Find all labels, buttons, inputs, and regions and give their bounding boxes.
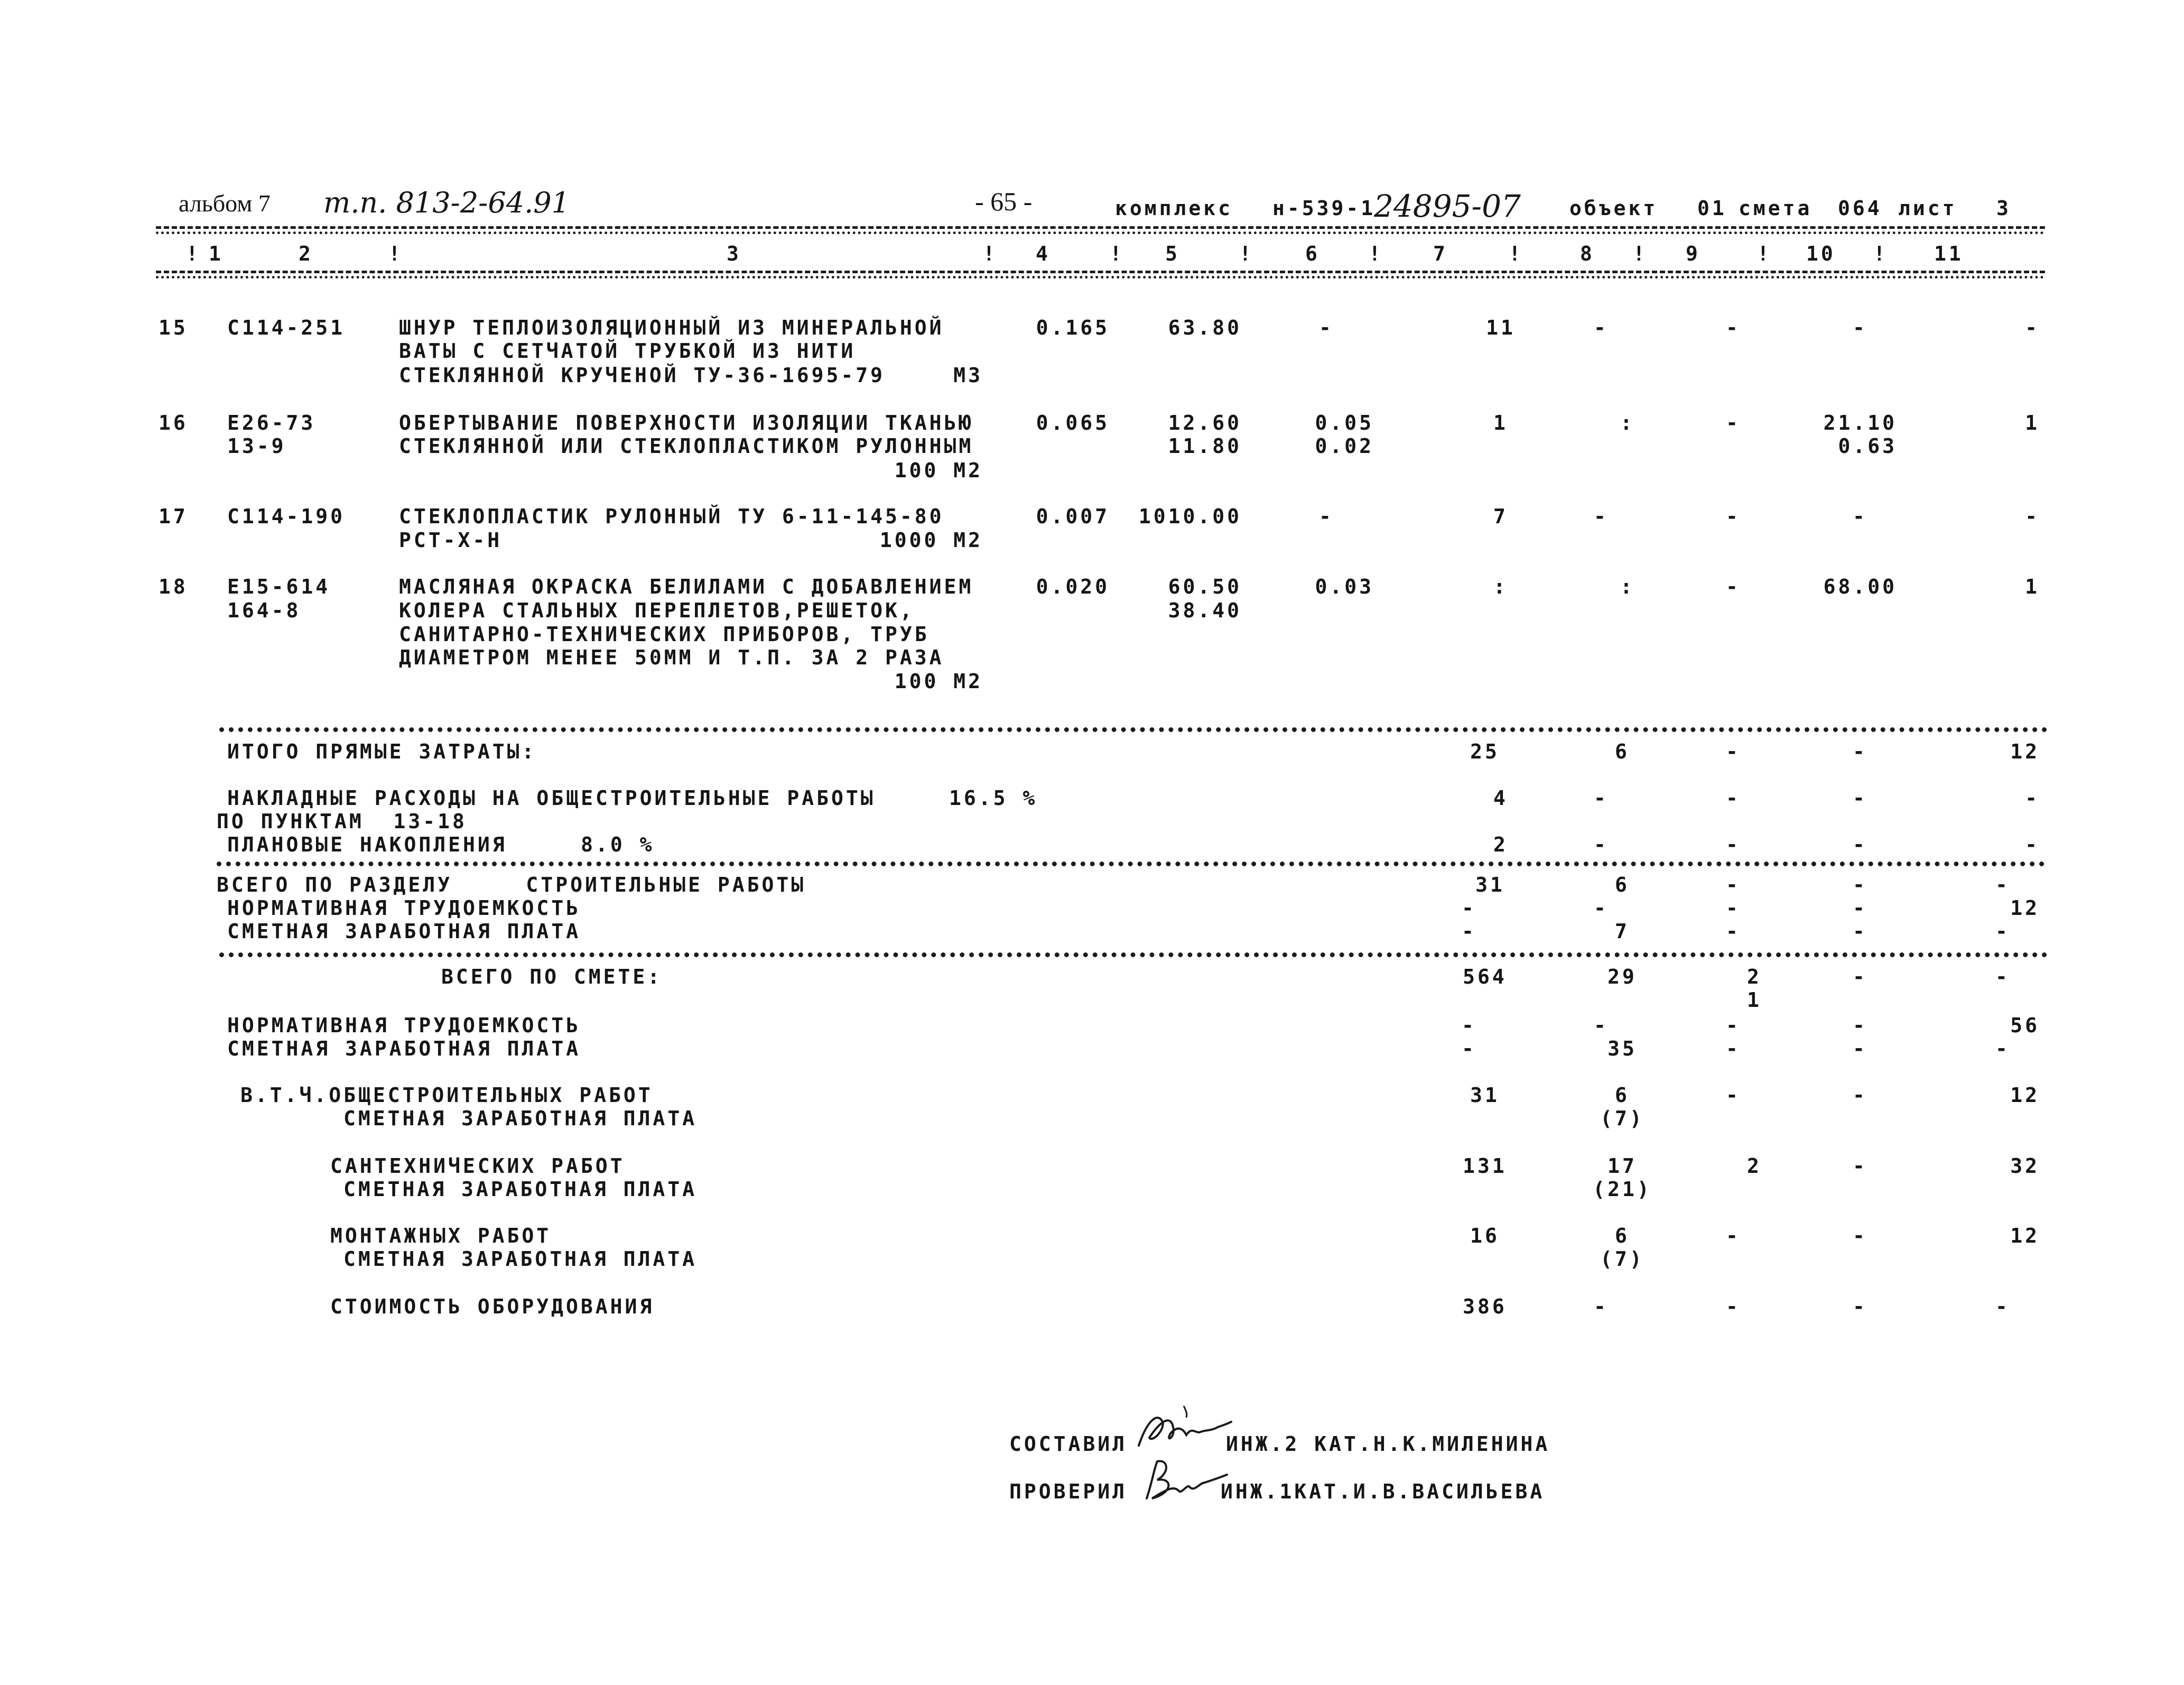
summary-label: САНТЕХНИЧЕСКИХ РАБОТ [330, 1154, 625, 1178]
summary-col7: 131 [1463, 1154, 1507, 1178]
header-rule-bottom [156, 271, 2045, 273]
cell-col6: 0.03 [1315, 575, 1374, 598]
cell-col5: 60.50 [1168, 575, 1242, 598]
sheet-label: лист [1898, 197, 1957, 220]
cell-col11: - [2025, 316, 2040, 339]
summary-label: ВСЕГО ПО СМЕТЕ: [441, 965, 663, 988]
summary-label: НАКЛАДНЫЕ РАСХОДЫ НА ОБЩЕСТРОИТЕЛЬНЫЕ РАБОТЫ 16.5 % [227, 786, 1038, 810]
cell-col8: : [1620, 411, 1635, 434]
object-value: 01 [1697, 197, 1727, 220]
summary-col9: - [1726, 896, 1741, 920]
composer-name: ИНЖ.2 КАТ.Н.К.МИЛЕНИНА [1226, 1432, 1550, 1456]
summary-label: НОРМАТИВНАЯ ТРУДОЕМКОСТЬ [227, 1014, 581, 1037]
summary-col7: 31 [1470, 1084, 1500, 1107]
signature-checker [1136, 1453, 1231, 1506]
row-desc: ШНУР ТЕПЛОИЗОЛЯЦИОННЫЙ ИЗ МИНЕРАЛЬНОЙ [399, 316, 944, 339]
cell-col9: - [1726, 575, 1741, 598]
cell-col11: 1 [2025, 411, 2040, 434]
row-desc: СТЕКЛЯННОЙ КРУЧЕНОЙ ТУ-36-1695-79 [399, 364, 885, 387]
composed-label: СОСТАВИЛ [1009, 1432, 1128, 1456]
summary-col9: - [1726, 1084, 1741, 1107]
summary-label: СМЕТНАЯ ЗАРАБОТНАЯ ПЛАТА [227, 1037, 581, 1060]
summary-col11: 12 [2010, 740, 2040, 763]
summary-col8: (21) [1593, 1178, 1652, 1201]
cell-col7: 1 [1493, 411, 1508, 434]
cell-col7: 11 [1486, 316, 1516, 339]
cell-col4: 0.007 [1036, 505, 1110, 528]
cell-col10: 68.00 [1823, 575, 1897, 598]
summary-col7: - [1462, 1014, 1476, 1037]
cell-col7: : [1493, 575, 1508, 598]
header-rule-top [156, 226, 2045, 229]
header-rule-top-2 [156, 232, 2045, 234]
summary-col8: - [1594, 896, 1609, 920]
row-number: 18 [159, 575, 188, 598]
cell-col8: - [1594, 505, 1609, 528]
summary-col7: 4 [1493, 786, 1508, 810]
summary-col9: - [1726, 1295, 1741, 1318]
summary-col9: 2 [1747, 1154, 1762, 1178]
col-header-11: 11 [1934, 242, 1964, 265]
cell-col6: - [1319, 505, 1334, 528]
summary-col8: - [1594, 1295, 1609, 1318]
cell-col6: 0.05 [1315, 411, 1374, 434]
summary-col9: 2 [1747, 965, 1762, 988]
complex-code-prefix: н-539-1 [1272, 197, 1376, 220]
checked-label: ПРОВЕРИЛ [1009, 1480, 1128, 1503]
cell-col8: : [1620, 575, 1635, 598]
cell-col6: - [1319, 316, 1334, 339]
row-desc: СТЕКЛОПЛАСТИК РУЛОННЫЙ ТУ 6-11-145-80 [399, 505, 944, 528]
summary-col10: - [1853, 786, 1867, 810]
col-header-5: 5 [1165, 242, 1180, 265]
summary-col7: 2 [1493, 833, 1508, 856]
summary-col9b: 1 [1747, 988, 1762, 1012]
col-header-6: 6 [1305, 242, 1320, 265]
cell-col4: 0.020 [1036, 575, 1110, 598]
summary-label: ВСЕГО ПО РАЗДЕЛУ СТРОИТЕЛЬНЫЕ РАБОТЫ [217, 873, 806, 896]
row-desc: ДИАМЕТРОМ МЕНЕЕ 50ММ И Т.П. ЗА 2 РАЗА [399, 646, 944, 669]
summary-col10: - [1853, 1224, 1867, 1247]
cell-col7: 7 [1493, 505, 1508, 528]
summary-col10: - [1853, 740, 1867, 763]
summary-label: МОНТАЖНЫХ РАБОТ [330, 1224, 552, 1247]
summary-label: СМЕТНАЯ ЗАРАБОТНАЯ ПЛАТА [343, 1107, 698, 1130]
cell-col5: 11.80 [1168, 434, 1242, 458]
smeta-value: 064 [1838, 197, 1882, 220]
summary-col8: 6 [1615, 1084, 1630, 1107]
album-label: альбом 7 [179, 190, 271, 217]
cell-col5: 12.60 [1168, 411, 1242, 434]
summary-col8: 6 [1615, 1224, 1630, 1247]
summary-col10: - [1853, 1037, 1867, 1060]
cell-col11: - [2025, 505, 2040, 528]
cell-col9: - [1726, 411, 1741, 434]
row-number: 15 [159, 316, 188, 339]
cell-col5: 38.40 [1168, 599, 1242, 622]
summary-col11: - [1995, 965, 2010, 988]
header-rule-bottom-2 [156, 276, 2045, 279]
summary-col8: 17 [1607, 1154, 1637, 1178]
summary-col8: (7) [1600, 1107, 1644, 1130]
page-number: - 65 - [975, 187, 1033, 216]
summary-col11: 12 [2010, 1224, 2040, 1247]
summary-col10: - [1853, 833, 1867, 856]
summary-col8: 29 [1607, 965, 1637, 988]
row-desc: САНИТАРНО-ТЕХНИЧЕСКИХ ПРИБОРОВ, ТРУБ [399, 623, 930, 646]
col-header-2: 2 [299, 242, 313, 265]
row-number: 17 [159, 505, 188, 528]
summary-label: В.Т.Ч.ОБЩЕСТРОИТЕЛЬНЫХ РАБОТ [240, 1084, 653, 1107]
cell-col11: 1 [2025, 575, 2040, 598]
dotted-rule [219, 952, 2048, 957]
summary-label: СТОИМОСТЬ ОБОРУДОВАНИЯ [330, 1295, 655, 1318]
summary-col7: - [1462, 920, 1476, 943]
summary-col10: - [1853, 1014, 1867, 1037]
summary-col7: 564 [1463, 965, 1507, 988]
col-header-1: 1 [209, 242, 224, 265]
summary-col11: 56 [2010, 1014, 2040, 1037]
col-header-8: 8 [1580, 242, 1595, 265]
summary-col10: - [1853, 1154, 1867, 1178]
cell-col9: - [1726, 316, 1741, 339]
row-desc: ВАТЫ С СЕТЧАТОЙ ТРУБКОЙ ИЗ НИТИ [399, 339, 856, 363]
cell-col5: 1010.00 [1138, 505, 1242, 528]
row-code: С114-251 [227, 316, 346, 339]
summary-col8: 6 [1615, 873, 1630, 896]
summary-col7: 25 [1470, 740, 1500, 763]
summary-col8: - [1594, 833, 1609, 856]
summary-col11: - [1995, 1295, 2010, 1318]
complex-label: комплекс [1115, 197, 1233, 220]
cell-col10: 21.10 [1823, 411, 1897, 434]
row-code: Е15-614 [227, 575, 331, 598]
summary-col11: - [1995, 873, 2010, 896]
summary-col9: - [1726, 920, 1741, 943]
row-unit: 100 М2 [894, 670, 983, 693]
dotted-rule [219, 727, 2048, 732]
summary-col8: - [1594, 786, 1609, 810]
summary-col11: 12 [2010, 896, 2040, 920]
summary-col11: - [1995, 920, 2010, 943]
summary-col10: - [1853, 1084, 1867, 1107]
object-label: объект [1569, 197, 1658, 220]
dotted-rule [217, 862, 2045, 866]
cell-col8: - [1594, 316, 1609, 339]
summary-label: СМЕТНАЯ ЗАРАБОТНАЯ ПЛАТА [343, 1247, 698, 1271]
row-desc: РСТ-Х-Н [399, 529, 503, 552]
summary-col8: 35 [1607, 1037, 1637, 1060]
summary-col7: 16 [1470, 1224, 1500, 1247]
smeta-label: смета [1739, 197, 1813, 220]
row-code: С114-190 [227, 505, 346, 528]
summary-col9: - [1726, 1037, 1741, 1060]
summary-col8: (7) [1600, 1247, 1644, 1271]
summary-col8: 6 [1615, 740, 1630, 763]
summary-label: НОРМАТИВНАЯ ТРУДОЕМКОСТЬ [227, 896, 581, 920]
col-header-4: 4 [1036, 242, 1051, 265]
summary-col9: - [1726, 833, 1741, 856]
col-header-7: 7 [1433, 242, 1448, 265]
row-unit: М3 [953, 364, 983, 387]
summary-col8: 7 [1615, 920, 1630, 943]
summary-col7: - [1462, 1037, 1476, 1060]
complex-code-handwritten: 24895-07 [1374, 188, 1521, 224]
summary-col9: - [1726, 873, 1741, 896]
summary-col11: 32 [2010, 1154, 2040, 1178]
row-code: Е26-73 [227, 411, 316, 434]
col-header-9: 9 [1686, 242, 1700, 265]
summary-label: СМЕТНАЯ ЗАРАБОТНАЯ ПЛАТА [343, 1178, 698, 1201]
summary-col11: - [2025, 786, 2040, 810]
signature-composer [1133, 1401, 1234, 1459]
summary-label: ПО ПУНКТАМ 13-18 [217, 810, 467, 833]
row-desc: МАСЛЯНАЯ ОКРАСКА БЕЛИЛАМИ С ДОБАВЛЕНИЕМ [399, 575, 974, 598]
row-desc: КОЛЕРА СТАЛЬНЫХ ПЕРЕПЛЕТОВ,РЕШЕТОК, [399, 599, 915, 622]
row-desc: СТЕКЛЯННОЙ ИЛИ СТЕКЛОПЛАСТИКОМ РУЛОННЫМ [399, 434, 974, 458]
cell-col10: - [1853, 316, 1867, 339]
row-desc: ОБЕРТЫВАНИЕ ПОВЕРХНОСТИ ИЗОЛЯЦИИ ТКАНЬЮ [399, 411, 974, 434]
summary-col7: - [1462, 896, 1476, 920]
summary-label: ИТОГО ПРЯМЫЕ ЗАТРАТЫ: [227, 740, 537, 763]
summary-label: ПЛАНОВЫЕ НАКОПЛЕНИЯ 8.0 % [227, 833, 655, 856]
sheet-value: 3 [1996, 197, 2011, 220]
tp-handwritten: т.п. 813-2-64.91 [323, 186, 570, 219]
summary-col10: - [1853, 965, 1867, 988]
row-number: 16 [159, 411, 188, 434]
summary-col9: - [1726, 1224, 1741, 1247]
col-header-3: 3 [727, 242, 741, 265]
checker-name: ИНЖ.1КАТ.И.В.ВАСИЛЬЕВА [1221, 1480, 1545, 1503]
cell-col5: 63.80 [1168, 316, 1242, 339]
summary-col7: 31 [1475, 873, 1505, 896]
summary-col10: - [1853, 873, 1867, 896]
summary-col11: - [1995, 1037, 2010, 1060]
cell-col6: 0.02 [1315, 434, 1374, 458]
row-unit: 1000 М2 [879, 529, 983, 552]
summary-col10: - [1853, 920, 1867, 943]
summary-label: СМЕТНАЯ ЗАРАБОТНАЯ ПЛАТА [227, 920, 581, 943]
summary-col8: - [1594, 1014, 1609, 1037]
summary-col9: - [1726, 740, 1741, 763]
summary-col7: 386 [1463, 1295, 1507, 1318]
cell-col10: - [1853, 505, 1867, 528]
cell-col4: 0.165 [1036, 316, 1110, 339]
row-code: 13-9 [227, 434, 286, 458]
summary-col11: - [2025, 833, 2040, 856]
row-unit: 100 М2 [894, 459, 983, 482]
cell-col10: 0.63 [1838, 434, 1897, 458]
summary-col9: - [1726, 786, 1741, 810]
summary-col10: - [1853, 896, 1867, 920]
col-header-10: 10 [1806, 242, 1836, 265]
summary-col9: - [1726, 1014, 1741, 1037]
summary-col11: 12 [2010, 1084, 2040, 1107]
cell-col4: 0.065 [1036, 411, 1110, 434]
cell-col9: - [1726, 505, 1741, 528]
row-code: 164-8 [227, 599, 301, 622]
summary-col10: - [1853, 1295, 1867, 1318]
